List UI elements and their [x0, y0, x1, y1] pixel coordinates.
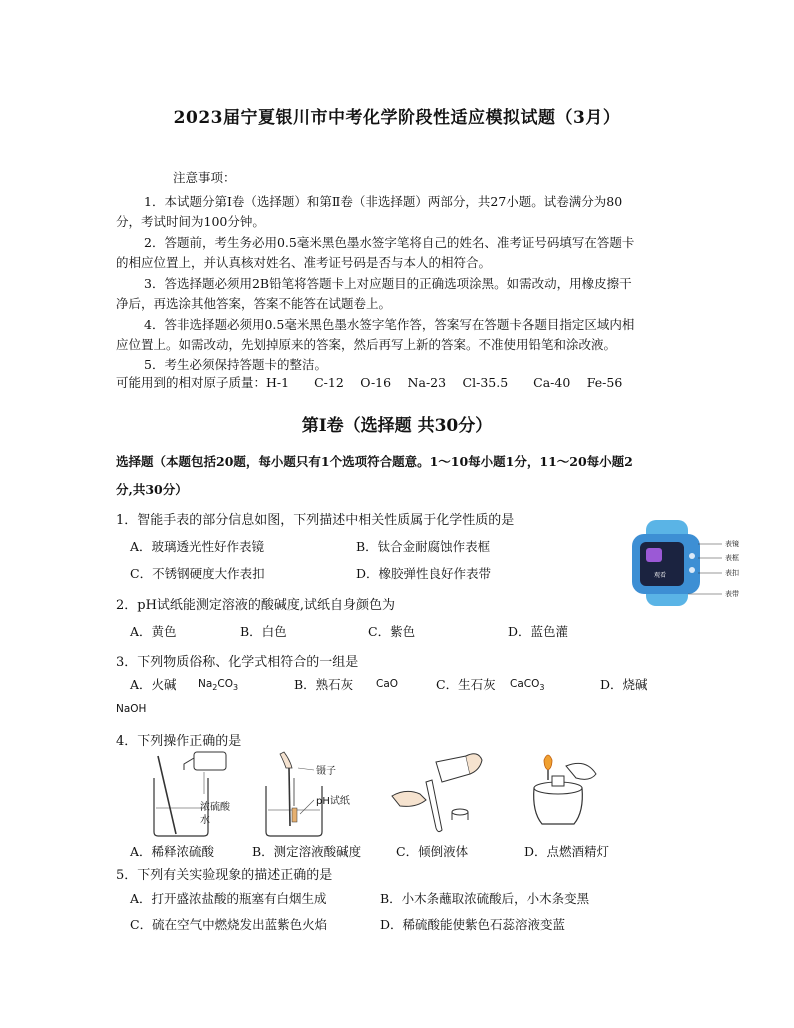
q1-stem: 1．智能手表的部分信息如图，下列描述中相关性质属于化学性质的是	[116, 513, 515, 528]
notice-heading: 注意事项：	[173, 170, 236, 185]
q3-option-c: C．生石灰	[436, 677, 496, 692]
watch-screen-text: 观看	[654, 572, 667, 579]
q1-option-c: C．不锈钢硬度大作表扣	[130, 566, 265, 581]
q4-stem: 4．下列操作正确的是	[116, 734, 242, 749]
figure-b-label-tweezers: 镊子	[316, 766, 336, 777]
q3-stem: 3．下列物质俗称、化学式相符合的一组是	[116, 655, 359, 670]
notice-item-2b: 的相应位置上，并认真核对姓名、准考证号码是否与本人的相符合。	[116, 255, 492, 270]
notice-item-2a: 2．答题前，考生务必用0.5毫米黑色墨水签字笔将自己的姓名、准考证号码填写在答题卡	[144, 235, 635, 250]
q4-option-b: B．测定溶液酸碱度	[252, 844, 362, 859]
q3-option-a-formula: $Na_2CO_3$	[198, 678, 239, 693]
q2-option-c: C．紫色	[368, 624, 416, 639]
figure-dilute-acid	[146, 748, 246, 838]
notice-item-4a: 4．答非选择题必须用0.5毫米黑色墨水签字笔作答，答案写在答题卡各题目指定区域内相	[144, 317, 635, 332]
q1-option-b: B．钛合金耐腐蚀作表框	[356, 539, 491, 554]
figure-measure-ph	[262, 748, 372, 838]
q5-stem: 5．下列有关实验现象的描述正确的是	[116, 868, 333, 883]
page-title: 2023届宁夏银川市中考化学阶段性适应模拟试题（3月）	[173, 108, 621, 128]
figure-a-label-acid: 浓硫酸	[200, 802, 230, 813]
figure-pour-liquid	[386, 748, 496, 838]
section-intro-a: 选择题（本题包括20题，每小题只有1个选项符合题意。1～10每小题1分，11～20每小题2	[116, 454, 633, 469]
q4-option-d: D．点燃酒精灯	[524, 844, 610, 859]
figure-a-label-water: 水	[200, 815, 210, 826]
watch-screen	[640, 542, 684, 586]
notice-item-5: 5．考生必须保持答题卡的整洁。	[144, 357, 327, 372]
q3-option-b-formula: CaO	[376, 678, 399, 690]
q4-option-c: C．倾倒液体	[396, 844, 469, 859]
q3-option-d-formula: NaOH	[116, 703, 147, 715]
figure-alcohol-lamp	[516, 748, 616, 838]
q3-option-b: B．熟石灰	[294, 677, 354, 692]
q5-option-c: C．硫在空气中燃烧发出蓝紫色火焰	[130, 917, 328, 932]
q3-option-c-formula: CaCO$_3$	[510, 678, 545, 693]
section-title: 第Ⅰ卷（选择题 共30分）	[301, 416, 493, 436]
q1-option-d: D．橡胶弹性良好作表带	[356, 566, 492, 581]
q3-option-d: D．烧碱	[600, 677, 648, 692]
watch-label-frame: 表框	[725, 554, 739, 562]
q2-option-d: D．蓝色灌	[508, 624, 569, 639]
notice-item-1a: 1．本试题分第Ⅰ卷（选择题）和第Ⅱ卷（非选择题）两部分，共27小题。试卷满分为80	[144, 194, 623, 209]
notice-item-4b: 应位置上。如需改动，先划掉原来的答案，然后再写上新的答案。不准使用铅笔和涂改液。	[116, 337, 617, 352]
notice-item-1b: 分，考试时间为100分钟。	[116, 214, 265, 229]
q1-option-a: A．玻璃透光性好作表镜	[130, 539, 265, 554]
section-intro-b: 分,共30分）	[116, 482, 188, 497]
atomic-mass-line: 可能用到的相对原子质量：H-1 C-12 O-16 Na-23 Cl-35.5 Ca-40 Fe-56	[116, 375, 623, 390]
watch-label-lens: 表镜	[725, 540, 739, 548]
q5-option-d: D．稀硫酸能使紫色石蕊溶液变蓝	[380, 917, 566, 932]
watch-label-strap: 表带	[725, 590, 739, 598]
q4-option-a: A．稀释浓硫酸	[130, 844, 215, 859]
smartwatch-figure	[628, 518, 778, 608]
watch-label-buckle: 表扣	[725, 569, 739, 577]
q2-option-a: A．黄色	[130, 624, 177, 639]
notice-item-3b: 净后，再选涂其他答案，答案不能答在试题卷上。	[116, 296, 392, 311]
q3-option-a: A．火碱	[130, 677, 177, 692]
q2-option-b: B．白色	[240, 624, 287, 639]
q5-option-a: A．打开盛浓盐酸的瓶塞有白烟生成	[130, 891, 327, 906]
figure-b-label-ph-paper: pH试纸	[316, 796, 350, 807]
q5-option-b: B．小木条蘸取浓硫酸后，小木条变黑	[380, 891, 590, 906]
q2-stem: 2．pH试纸能测定溶液的酸碱度,试纸自身颜色为	[116, 598, 396, 613]
notice-item-3a: 3．答选择题必须用2B铅笔将答题卡上对应题目的正确选项涂黑。如需改动，用橡皮擦干	[144, 276, 632, 291]
